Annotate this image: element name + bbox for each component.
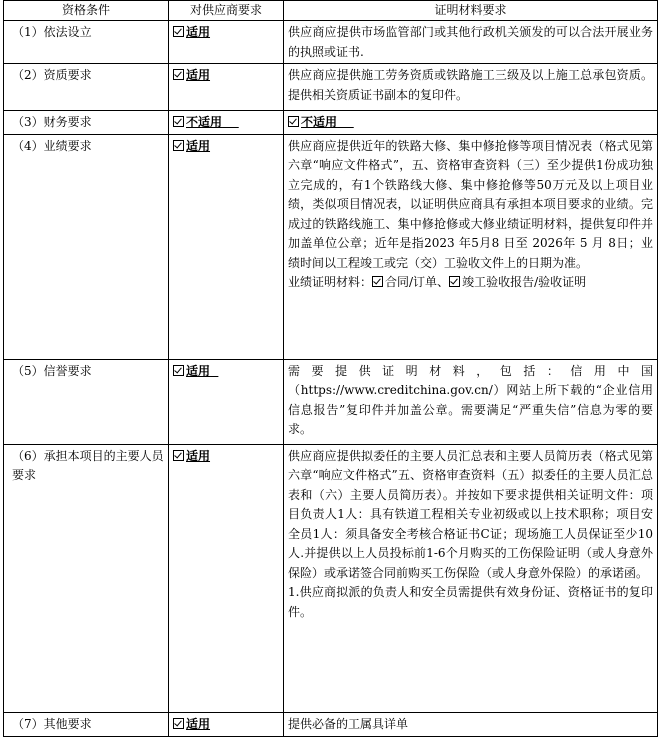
header-supplier-requirement: 对供应商要求 [169,1,284,21]
checkbox-checked-icon [288,116,299,127]
requirement-cell: 提供必备的工属具详单 [284,712,658,736]
condition-cell: （5）信誉要求 [4,359,169,444]
table-row [4,359,658,444]
checkbox-checked-icon [173,140,184,151]
checkbox-checked-icon [173,450,184,461]
requirement-cell: 不适用 [284,111,658,135]
header-evidence-requirement: 证明材料要求 [284,1,658,21]
table-row [4,21,658,64]
checkbox-checked-icon [173,26,184,37]
condition-cell: （2）资质要求 [4,64,169,111]
table-row [4,111,658,135]
condition-cell: （3）财务要求 [4,111,169,135]
applicability-cell: 适用 [169,712,284,736]
requirement-cell: 供应商应提供施工劳务资质或铁路施工三级及以上施工总承包资质。提供相关资质证书副本的复印件。 [284,64,658,111]
requirement-note: 1.供应商拟派的负责人和安全员需提供有效身份证、资格证书的复印件。 [288,585,653,619]
checkbox-checked-icon [449,276,460,287]
condition-cell: （6）承担本项目的主要人员要求 [4,444,169,712]
checkbox-checked-icon [173,69,184,80]
requirement-text: 供应商应提供拟委任的主要人员汇总表和主要人员简历表（格式见第六章“响应文件格式”五、资格审查资料（五）拟委任的主要人员汇总表和（六）主要人员简历表）。并按如下要求提供相关证明文件：项目负责人1人：具有铁道工程相关专业初级或以上技术职称；项目安全员1人：须具备安全考核合格证书C证；现场施工人员保证至少10人.并提供以上人员投标前1-6个月购买的工伤保险证明（或人身意外保险）或承诺签合同前购买工伤保险（或人身意外保险）的承诺函。 [288,448,653,580]
applicability-cell: 适用 [169,64,284,111]
requirement-text: 供应商应提供近年的铁路大修、集中修抢修等项目情况表（格式见第六章“响应文件格式”，五、资格审查资料（三）至少提供1份成功独立完成的，有1个铁路线大修、集中修抢修等50万元及以上项目业绩，类似项目情况表，以证明供应商具有承担本项目要求的业绩。完成过的铁路线施工、集中修抢修或大修业绩证明材料，提供复印件并加盖单位公章；近年是指2023 年5月8 日至 2026年 5 月 8日；业绩时间以工程竣工或完（交）工验收文件上的日期为准。 [288,138,653,270]
checkbox-checked-icon [173,116,184,127]
evidence-options: 业绩证明材料： 合同/订单、 竣工验收报告/验收证明 [288,275,587,289]
header-qualification: 资格条件 [4,1,169,21]
table-row [4,64,658,111]
checkbox-checked-icon [173,718,184,729]
table-row [4,712,658,736]
table-header-row [4,1,658,21]
condition-cell: （1）依法设立 [4,21,169,64]
checkbox-checked-icon [372,276,383,287]
applicability-cell: 适用 [169,359,284,444]
table-row [4,134,658,359]
applicability-cell: 适用 [169,21,284,64]
applicability-cell: 不适用 [169,111,284,135]
condition-cell: （7）其他要求 [4,712,169,736]
applicability-cell: 适用 [169,134,284,359]
applicability-cell: 适用 [169,444,284,712]
checkbox-checked-icon [173,365,184,376]
table-row [4,444,658,712]
requirement-cell [284,134,658,359]
requirement-cell: 供应商应提供市场监管部门或其他行政机关颁发的可以合法开展业务的执照或证书. [284,21,658,64]
condition-cell: （4）业绩要求 [4,134,169,359]
qualification-table [3,0,658,737]
requirement-cell [284,444,658,712]
requirement-cell: 需要提供证明材料，包括：信用中国（https://www.creditchina.gov.cn/）网站上所下载的“企业信用信息报告”复印件并加盖公章。需要满足“严重失信”信息为零的要求。 [284,359,658,444]
